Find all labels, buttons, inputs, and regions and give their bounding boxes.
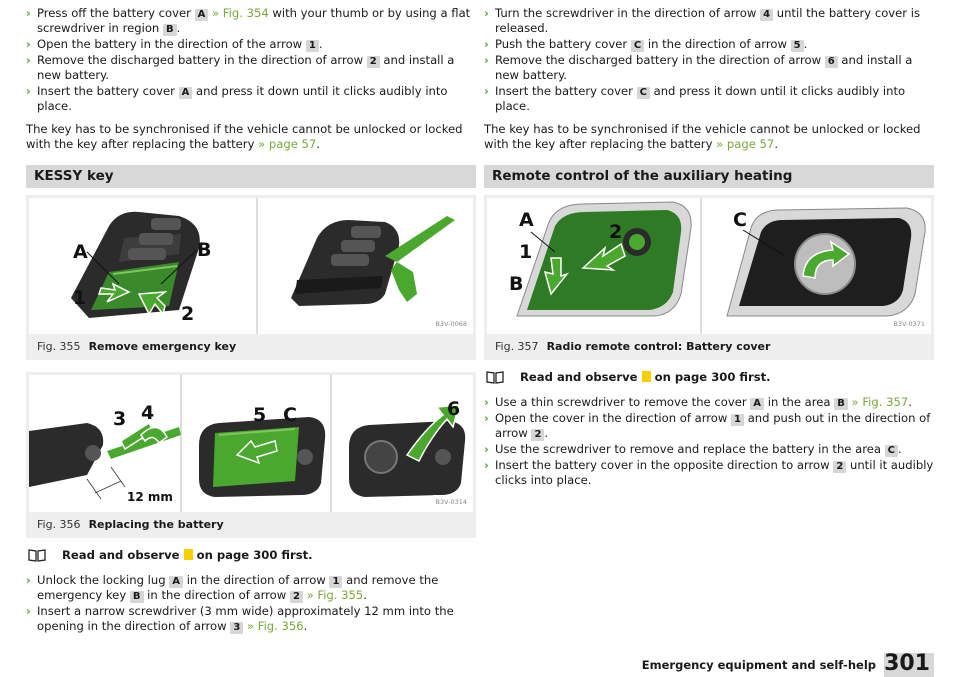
figure-title: Remove emergency key bbox=[88, 340, 237, 353]
key-cover-slide bbox=[199, 417, 325, 497]
steps-left bbox=[26, 573, 476, 634]
list-item: › Remove the discharged battery in the direction of arrow 6 and install a new battery. bbox=[484, 53, 913, 82]
right-column bbox=[484, 6, 934, 489]
list-item: › Push the battery cover C in the direction of arrow 5 . bbox=[484, 37, 808, 51]
figure-number: Fig. 355 bbox=[37, 340, 81, 353]
figure-title: Radio remote control: Battery cover bbox=[546, 340, 771, 353]
callout-key: 5 bbox=[791, 40, 804, 52]
cross-reference-link[interactable]: » Fig. 355 bbox=[306, 588, 364, 602]
steps-right bbox=[484, 395, 934, 488]
figure-355 bbox=[26, 195, 476, 360]
callout-key: A bbox=[750, 398, 764, 410]
remote-control-cover bbox=[517, 202, 691, 316]
figure-356-image bbox=[29, 375, 473, 512]
page-number: 301 bbox=[884, 651, 930, 676]
list-item: › Open the cover in the direction of arrow 1 and push out in the direction of arrow 2 . bbox=[484, 411, 931, 440]
cross-reference-link[interactable]: » Fig. 354 bbox=[212, 6, 269, 20]
figure-356 bbox=[26, 372, 476, 538]
callout-key: 3 bbox=[230, 622, 243, 634]
figure-357-caption bbox=[487, 334, 931, 360]
figure-357 bbox=[484, 195, 934, 360]
list-item: › Press off the battery cover A » Fig. 354 with your thumb or by using a flat screwdriver in region B . bbox=[26, 6, 471, 35]
callout-key: C bbox=[885, 445, 898, 457]
callout-key: 4 bbox=[760, 9, 773, 21]
book-icon bbox=[28, 548, 46, 566]
callout-key: 2 bbox=[833, 461, 846, 473]
callout-key: 2 bbox=[531, 429, 544, 441]
list-item: › Insert a narrow screwdriver (3 mm wide) approximately 12 mm into the opening in the direction of arrow 3 » Fig. 356. bbox=[26, 604, 454, 633]
label-1: 1 bbox=[73, 287, 87, 309]
callout-key: 1 bbox=[731, 414, 744, 426]
list-item: › Remove the discharged battery in the direction of arrow 2 and install a new battery. bbox=[26, 53, 455, 82]
label-b: B bbox=[197, 239, 212, 261]
remote-control-battery bbox=[727, 208, 925, 316]
list-item: › Use a thin screwdriver to remove the cover A in the area B » Fig. 357. bbox=[484, 395, 912, 409]
label-2: 2 bbox=[609, 221, 623, 243]
figure-title: Replacing the battery bbox=[88, 518, 224, 531]
figure-356-caption bbox=[29, 512, 473, 538]
read-and-observe: Read and observe on page 300 first. bbox=[484, 370, 934, 385]
callout-key: 2 bbox=[367, 56, 380, 68]
page-footer bbox=[634, 651, 934, 677]
label-6: 6 bbox=[447, 398, 461, 420]
label-2: 2 bbox=[181, 303, 195, 325]
list-item: › Use the screwdriver to remove and replace the battery in the area C . bbox=[484, 442, 902, 456]
label-c: C bbox=[283, 404, 297, 426]
figure-355-image bbox=[29, 198, 473, 334]
list-item: › Turn the screwdriver in the direction of arrow 4 until the battery cover is released. bbox=[484, 6, 920, 35]
figure-357-image bbox=[487, 198, 931, 334]
callout-key: B bbox=[130, 591, 144, 603]
callout-key: 2 bbox=[290, 591, 303, 603]
intro-steps-right bbox=[484, 6, 934, 114]
figure-355-caption bbox=[29, 334, 473, 360]
book-icon bbox=[486, 370, 504, 388]
sync-note: The key has to be synchronised if the vehicle cannot be unlocked or locked with the key after replacing the battery » page 57. bbox=[484, 122, 921, 151]
figure-code: B3V-0314 bbox=[433, 495, 469, 510]
callout-key: 1 bbox=[329, 576, 342, 588]
sync-note: The key has to be synchronised if the vehicle cannot be unlocked or locked with the key after replacing the battery » page 57. bbox=[26, 122, 463, 151]
callout-key: 1 bbox=[306, 40, 319, 52]
left-column bbox=[26, 6, 476, 635]
figure-code: B3V-0068 bbox=[433, 317, 469, 332]
callout-key: A bbox=[195, 9, 209, 21]
callout-key: C bbox=[631, 40, 644, 52]
callout-key: A bbox=[169, 576, 183, 588]
key-with-screwdriver bbox=[29, 423, 181, 499]
figure-number: Fig. 356 bbox=[37, 518, 81, 531]
list-item: › Unlock the locking lug A in the direction of arrow 1 and remove the emergency key B in the direction of arrow 2 » Fig. 355. bbox=[26, 573, 439, 602]
section-heading-kessy: KESSY key bbox=[26, 165, 476, 188]
label-3: 3 bbox=[113, 408, 127, 430]
label-a: A bbox=[73, 241, 88, 263]
callout-key: 6 bbox=[825, 56, 838, 68]
measurement-label: 12 mm bbox=[127, 490, 173, 504]
cross-reference-link[interactable]: » page 57 bbox=[716, 137, 775, 151]
figure-code: B3V-0371 bbox=[891, 317, 927, 332]
warning-icon bbox=[642, 371, 651, 382]
key-fob-right bbox=[291, 216, 455, 306]
label-1: 1 bbox=[519, 241, 533, 263]
callout-key: A bbox=[179, 87, 193, 99]
callout-key: B bbox=[163, 24, 177, 36]
warning-icon bbox=[184, 549, 193, 560]
footer-chapter-title: Emergency equipment and self-help bbox=[641, 658, 876, 672]
label-c: C bbox=[733, 209, 747, 231]
cross-reference-link[interactable]: » page 57 bbox=[258, 137, 317, 151]
list-item: › Open the battery in the direction of the arrow 1 . bbox=[26, 37, 323, 51]
list-item: › Insert the battery cover in the opposite direction to arrow 2 until it audibly clicks into place. bbox=[484, 458, 934, 487]
label-4: 4 bbox=[141, 402, 155, 424]
section-heading-remote-control: Remote control of the auxiliary heating bbox=[484, 165, 934, 188]
intro-steps-left bbox=[26, 6, 476, 114]
label-5: 5 bbox=[253, 404, 267, 426]
list-item: › Insert the battery cover A and press it down until it clicks audibly into place. bbox=[26, 84, 448, 113]
callout-key: C bbox=[637, 87, 650, 99]
callout-key: B bbox=[834, 398, 848, 410]
label-a: A bbox=[519, 209, 534, 231]
list-item: › Insert the battery cover C and press it down until it clicks audibly into place. bbox=[484, 84, 906, 113]
label-b: B bbox=[509, 273, 524, 295]
figure-number: Fig. 357 bbox=[495, 340, 539, 353]
read-and-observe: Read and observe on page 300 first. bbox=[26, 548, 476, 563]
cross-reference-link[interactable]: » Fig. 357 bbox=[851, 395, 909, 409]
cross-reference-link[interactable]: » Fig. 356 bbox=[246, 619, 304, 633]
